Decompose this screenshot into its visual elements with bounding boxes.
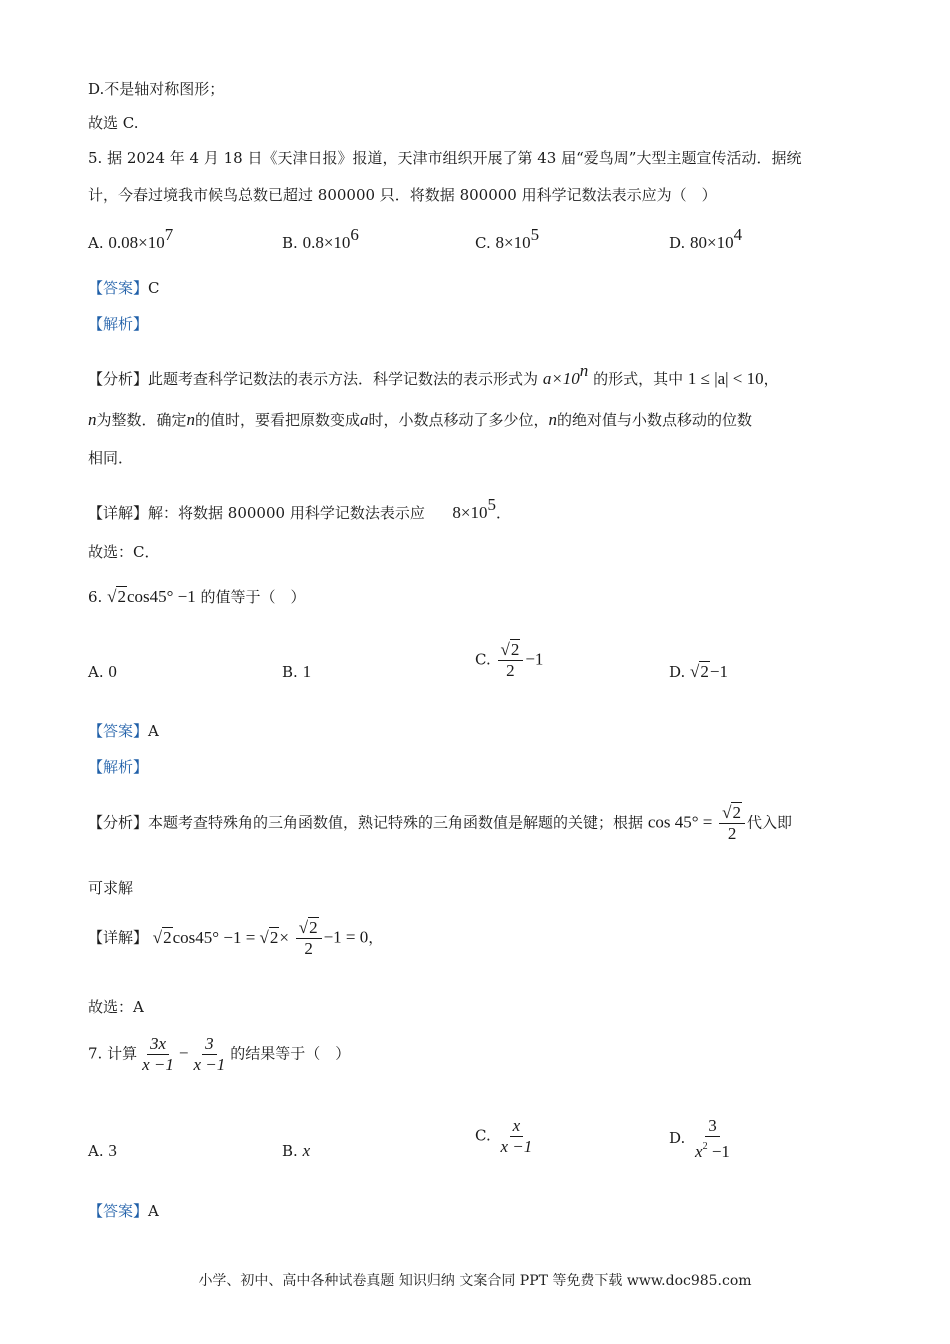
q5-choice: 故选：C． <box>88 543 160 561</box>
q5-option-d: D. $80\times 10^4$ <box>669 225 743 252</box>
q7-option-b: B. x <box>282 1141 311 1160</box>
q5-fenxi-line1: 【分析】此题考查科学记数法的表示方法．科学记数法的表示形式为 $a\times 10^n$ 的形式，其中 1 ≤ |a| < 10， <box>88 361 779 388</box>
q5-stem-line1: 5. 据 2024 年 4 月 18 日《天津日报》报道，天津市组织开展了第 43 届“爱鸟周”大型主题宣传活动．据统 <box>88 149 802 167</box>
q6-option-a: A. 0 <box>88 662 117 681</box>
q5-answer <box>88 277 160 299</box>
q6-option-b: B. 1 <box>282 662 312 681</box>
q6-stem: 6. √2cos45° −1 的值等于（ ） <box>88 587 306 606</box>
q6-fenxi-line2: 可求解 <box>88 879 134 897</box>
q7-answer <box>88 1200 159 1222</box>
q5-option-c: C. $8\times 10^5$ <box>475 225 540 252</box>
q6-detail: 【详解】 √2cos45° −1 = √2× $\frac{√2}{2}$ −1 = 0， <box>88 918 384 958</box>
q7-option-d: D. $\frac{3}{x^2 -1}$ <box>669 1116 730 1161</box>
q5-option-a: A. $0.08\times 10^7$ <box>88 225 174 252</box>
q6-fenxi-line1: 【分析】本题考查特殊角的三角函数值，熟记特殊的三角函数值是解题的关键；根据 cos 45° = $\frac{√2}{2}$ 代入即 <box>88 803 792 843</box>
q6-choice: 故选：A <box>88 998 144 1016</box>
q6-option-d: D. √2−1 <box>669 662 728 681</box>
answer-tag: 【答案】 <box>88 279 149 297</box>
q5-detail: 【详解】解：将数据 800000 用科学记数法表示应 $8\times 10^5$． <box>88 495 511 522</box>
page-footer: 小学、初中、高中各种试卷真题 知识归纳 文案合同 PPT 等免费下载 www.doc985.com <box>198 1273 752 1289</box>
q7-stem: 7. 计算 $\frac{3x}{x -1}$ − $\frac{3}{x -1}$ 的结果等于（ ） <box>88 1034 351 1074</box>
q6-analysis-tag: 【解析】 <box>88 758 149 776</box>
prev-choice: 故选 C. <box>88 114 139 132</box>
q5-option-b: B. $0.8\times 10^6$ <box>282 225 359 252</box>
answer-tag: 【答案】 <box>88 722 149 740</box>
q7-option-a: A. 3 <box>88 1141 117 1160</box>
q6-option-c: C. $\frac{√2}{2}$ −1 <box>475 640 544 680</box>
q6-answer <box>88 720 159 742</box>
q7-option-c: C. $\frac{x}{x -1}$ <box>475 1116 533 1156</box>
q5-fenxi-line2: n为整数．确定n的值时，要看把原数变成a时，小数点移动了多少位，n的绝对值与小数点移动的位数 <box>88 410 753 429</box>
q5-fenxi-line3: 相同． <box>88 449 134 467</box>
prev-option-d-note: D.不是轴对称图形； <box>88 80 225 98</box>
q5-stem-line2: 计，今春过境我市候鸟总数已超过 800000 只．将数据 800000 用科学记数法表示应为（ ） <box>88 186 717 204</box>
answer-value: A <box>148 1202 159 1220</box>
answer-value: A <box>148 722 159 740</box>
q5-analysis-tag: 【解析】 <box>88 315 149 333</box>
answer-value: C <box>148 279 160 297</box>
answer-tag: 【答案】 <box>88 1202 149 1220</box>
